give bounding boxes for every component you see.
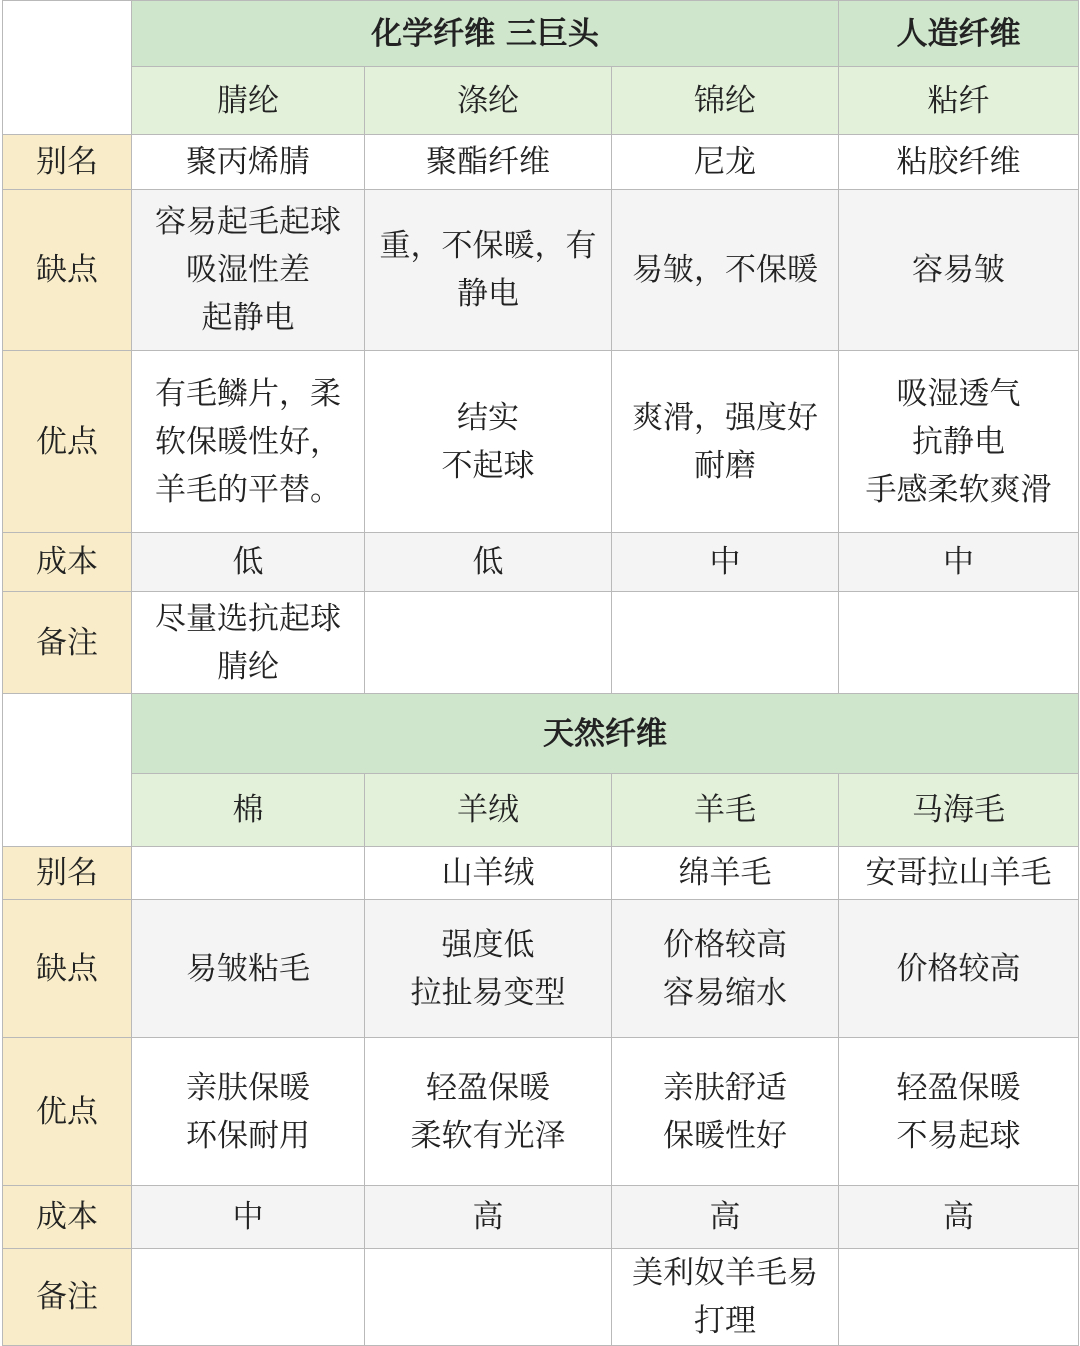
group-header-chemical: 化学纤维 三巨头 [132,1,839,67]
table-cell [839,592,1079,694]
table-cell: 山羊绒 [365,847,612,900]
group-header-natural: 天然纤维 [132,694,1079,774]
fiber-name-header: 棉 [132,774,365,847]
table-cell: 聚酯纤维 [365,135,612,190]
row-label-alias: 别名 [3,135,132,190]
table-cell: 高 [365,1186,612,1249]
table-row [3,900,1079,1038]
table-cell: 重，不保暖，有 静电 [365,190,612,351]
fiber-name-header: 涤纶 [365,67,612,135]
table-cell [132,847,365,900]
table-cell: 价格较高 [839,900,1079,1038]
table-cell [365,1249,612,1346]
section1-group-row [3,1,1079,67]
table-cell: 绵羊毛 [612,847,839,900]
table-cell: 价格较高 容易缩水 [612,900,839,1038]
fiber-name-header: 羊绒 [365,774,612,847]
row-label-cons: 缺点 [3,900,132,1038]
table-cell: 轻盈保暖 不易起球 [839,1038,1079,1186]
table-row [3,1186,1079,1249]
table-cell: 易皱，不保暖 [612,190,839,351]
group-header-artificial: 人造纤维 [839,1,1079,67]
table-cell: 安哥拉山羊毛 [839,847,1079,900]
table-cell: 中 [132,1186,365,1249]
table-cell: 美利奴羊毛易 打理 [612,1249,839,1346]
table-cell [839,1249,1079,1346]
table-row [3,592,1079,694]
table-row [3,1038,1079,1186]
table-cell: 吸湿透气 抗静电 手感柔软爽滑 [839,351,1079,533]
table-cell: 结实 不起球 [365,351,612,533]
row-label-notes: 备注 [3,1249,132,1346]
table-row [3,1249,1079,1346]
row-label-cost: 成本 [3,533,132,592]
section2-group-row [3,694,1079,774]
table-cell: 亲肤舒适 保暖性好 [612,1038,839,1186]
table-cell: 高 [839,1186,1079,1249]
row-label-cost: 成本 [3,1186,132,1249]
table-cell: 强度低 拉扯易变型 [365,900,612,1038]
table-cell: 中 [612,533,839,592]
table-cell: 粘胶纤维 [839,135,1079,190]
table-cell [612,592,839,694]
table-cell [132,1249,365,1346]
corner-cell [3,694,132,847]
table-cell: 爽滑，强度好 耐磨 [612,351,839,533]
table-cell: 低 [132,533,365,592]
table-cell: 尽量选抗起球 腈纶 [132,592,365,694]
table-cell: 尼龙 [612,135,839,190]
section1-fiber-row [3,67,1079,135]
table-row [3,190,1079,351]
row-label-pros: 优点 [3,1038,132,1186]
fiber-comparison-table [2,0,1079,1346]
table-cell: 低 [365,533,612,592]
table-cell: 易皱粘毛 [132,900,365,1038]
table-cell: 聚丙烯腈 [132,135,365,190]
corner-cell [3,1,132,135]
row-label-cons: 缺点 [3,190,132,351]
table-cell: 容易皱 [839,190,1079,351]
fiber-name-header: 锦纶 [612,67,839,135]
fiber-name-header: 腈纶 [132,67,365,135]
table-row [3,351,1079,533]
table-cell: 高 [612,1186,839,1249]
table-cell: 中 [839,533,1079,592]
table-row [3,847,1079,900]
table-cell: 容易起毛起球 吸湿性差 起静电 [132,190,365,351]
fiber-name-header: 粘纤 [839,67,1079,135]
fiber-name-header: 羊毛 [612,774,839,847]
table-row [3,135,1079,190]
fiber-name-header: 马海毛 [839,774,1079,847]
table-cell [365,592,612,694]
table-cell: 轻盈保暖 柔软有光泽 [365,1038,612,1186]
table-cell: 有毛鳞片，柔 软保暖性好， 羊毛的平替。 [132,351,365,533]
row-label-notes: 备注 [3,592,132,694]
row-label-pros: 优点 [3,351,132,533]
section2-fiber-row [3,774,1079,847]
table-row [3,533,1079,592]
table-cell: 亲肤保暖 环保耐用 [132,1038,365,1186]
row-label-alias: 别名 [3,847,132,900]
